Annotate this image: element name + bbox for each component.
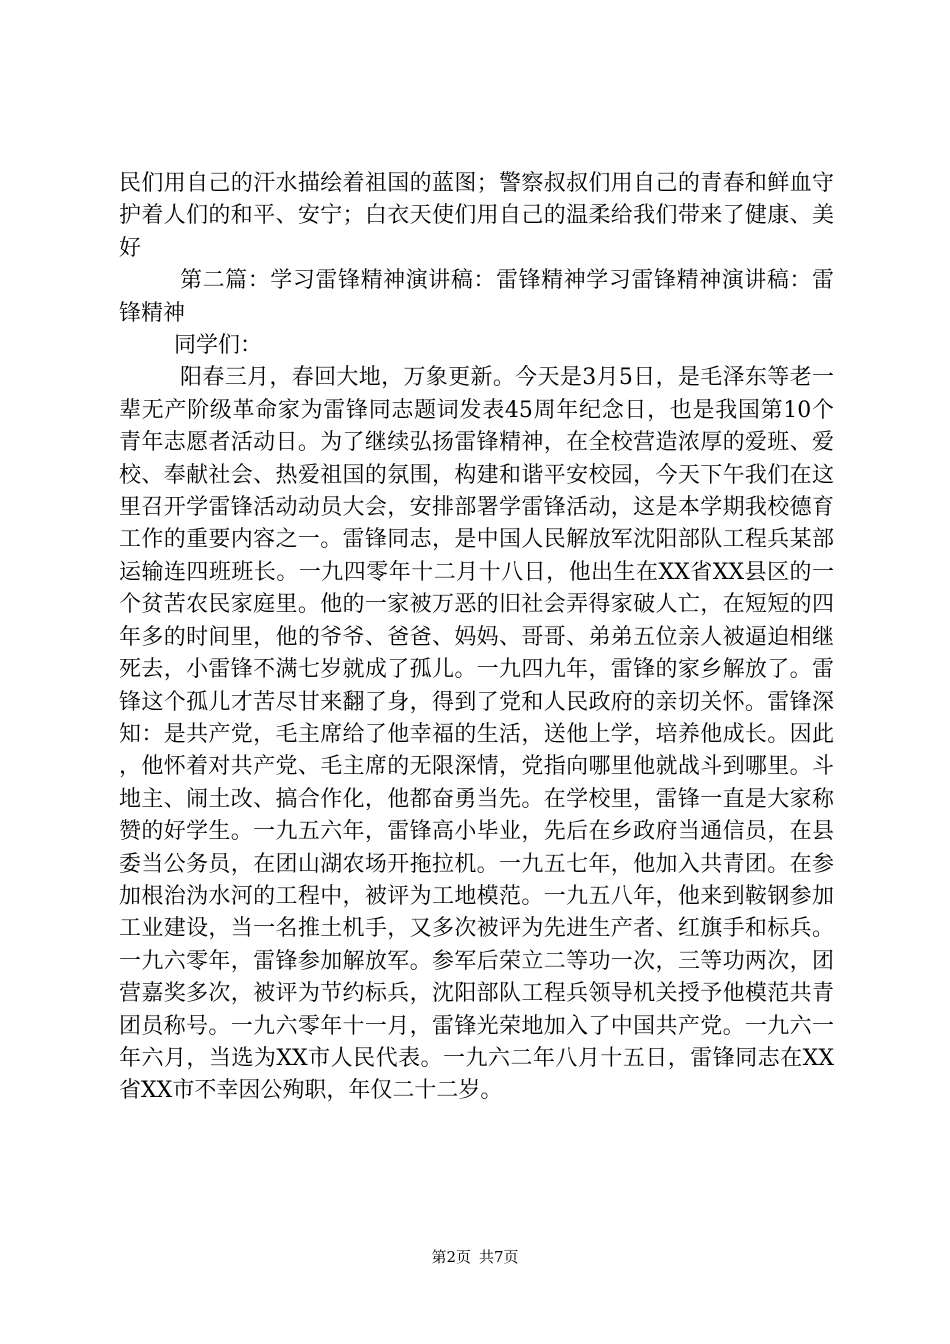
paragraph-continuation: 民们用自己的汗水描绘着祖国的蓝图；警察叔叔们用自己的青春和鲜血守护着人们的和平、安宁；白衣天使们用自己的温柔给我们带来了健康、美好 [119,171,834,261]
section-heading: 第二篇：学习雷锋精神演讲稿：雷锋精神学习雷锋精神演讲稿：雷锋精神 [119,268,834,326]
page-total: 共7页 [479,1248,519,1266]
document-body [119,168,834,1108]
page-number: 第2页 [431,1248,471,1266]
paragraph-speech-body: 阳春三月，春回大地，万象更新。今天是3月5日，是毛泽东等老一辈无产阶级革命家为雷锋同志题词发表45周年纪念日，也是我国第10个青年志愿者活动日。为了继续弘扬雷锋精神，在全校营造浓厚的爱班、爱校、奉献社会、热爱祖国的氛围，构建和谐平安校园，今天下午我们在这里召开学雷锋活动动员大会，安排部署学雷锋活动，这是本学期我校德育工作的重要内容之一。雷锋同志，是中国人民解放军沈阳部队工程兵某部运输连四班班长。一九四零年十二月十八日，他出生在XX省XX县区的一个贫苦农民家庭里。他的一家被万恶的旧社会弄得家破人亡，在短短的四年多的时间里，他的爷爷、爸爸、妈妈、哥哥、弟弟五位亲人被逼迫相继死去，小雷锋不满七岁就成了孤儿。一九四九年，雷锋的家乡解放了。雷锋这个孤儿才苦尽甘来翻了身，得到了党和人民政府的亲切关怀。雷锋深知：是共产党，毛主席给了他幸福的生活，送他上学，培养他成长。因此，他怀着对共产党、毛主席的无限深情，党指向哪里他就战斗到哪里。斗地主、闹土改、搞合作化，他都奋勇当先。在学校里，雷锋一直是大家称赞的好学生。一九五六年，雷锋高小毕业，先后在乡政府当通信员，在县委当公务员，在团山湖农场开拖拉机。一九五七年，他加入共青团。在参加根治沩水河的工程中，被评为工地模范。一九五八年，他来到鞍钢参加工业建设，当一名推土机手，又多次被评为先进生产者、红旗手和标兵。一九六零年，雷锋参加解放军。参军后荣立二等功一次，三等功两次，团营嘉奖多次，被评为节约标兵，沈阳部队工程兵领导机关授予他模范共青团员称号。一九六零年十一月，雷锋光荣地加入了中国共产党。一九六一年六月，当选为XX市人民代表。一九六二年八月十五日，雷锋同志在XX省XX市不幸因公殉职，年仅二十二岁。 [119,365,834,1104]
salutation: 同学们： [174,333,263,359]
page-footer [0,1247,950,1267]
